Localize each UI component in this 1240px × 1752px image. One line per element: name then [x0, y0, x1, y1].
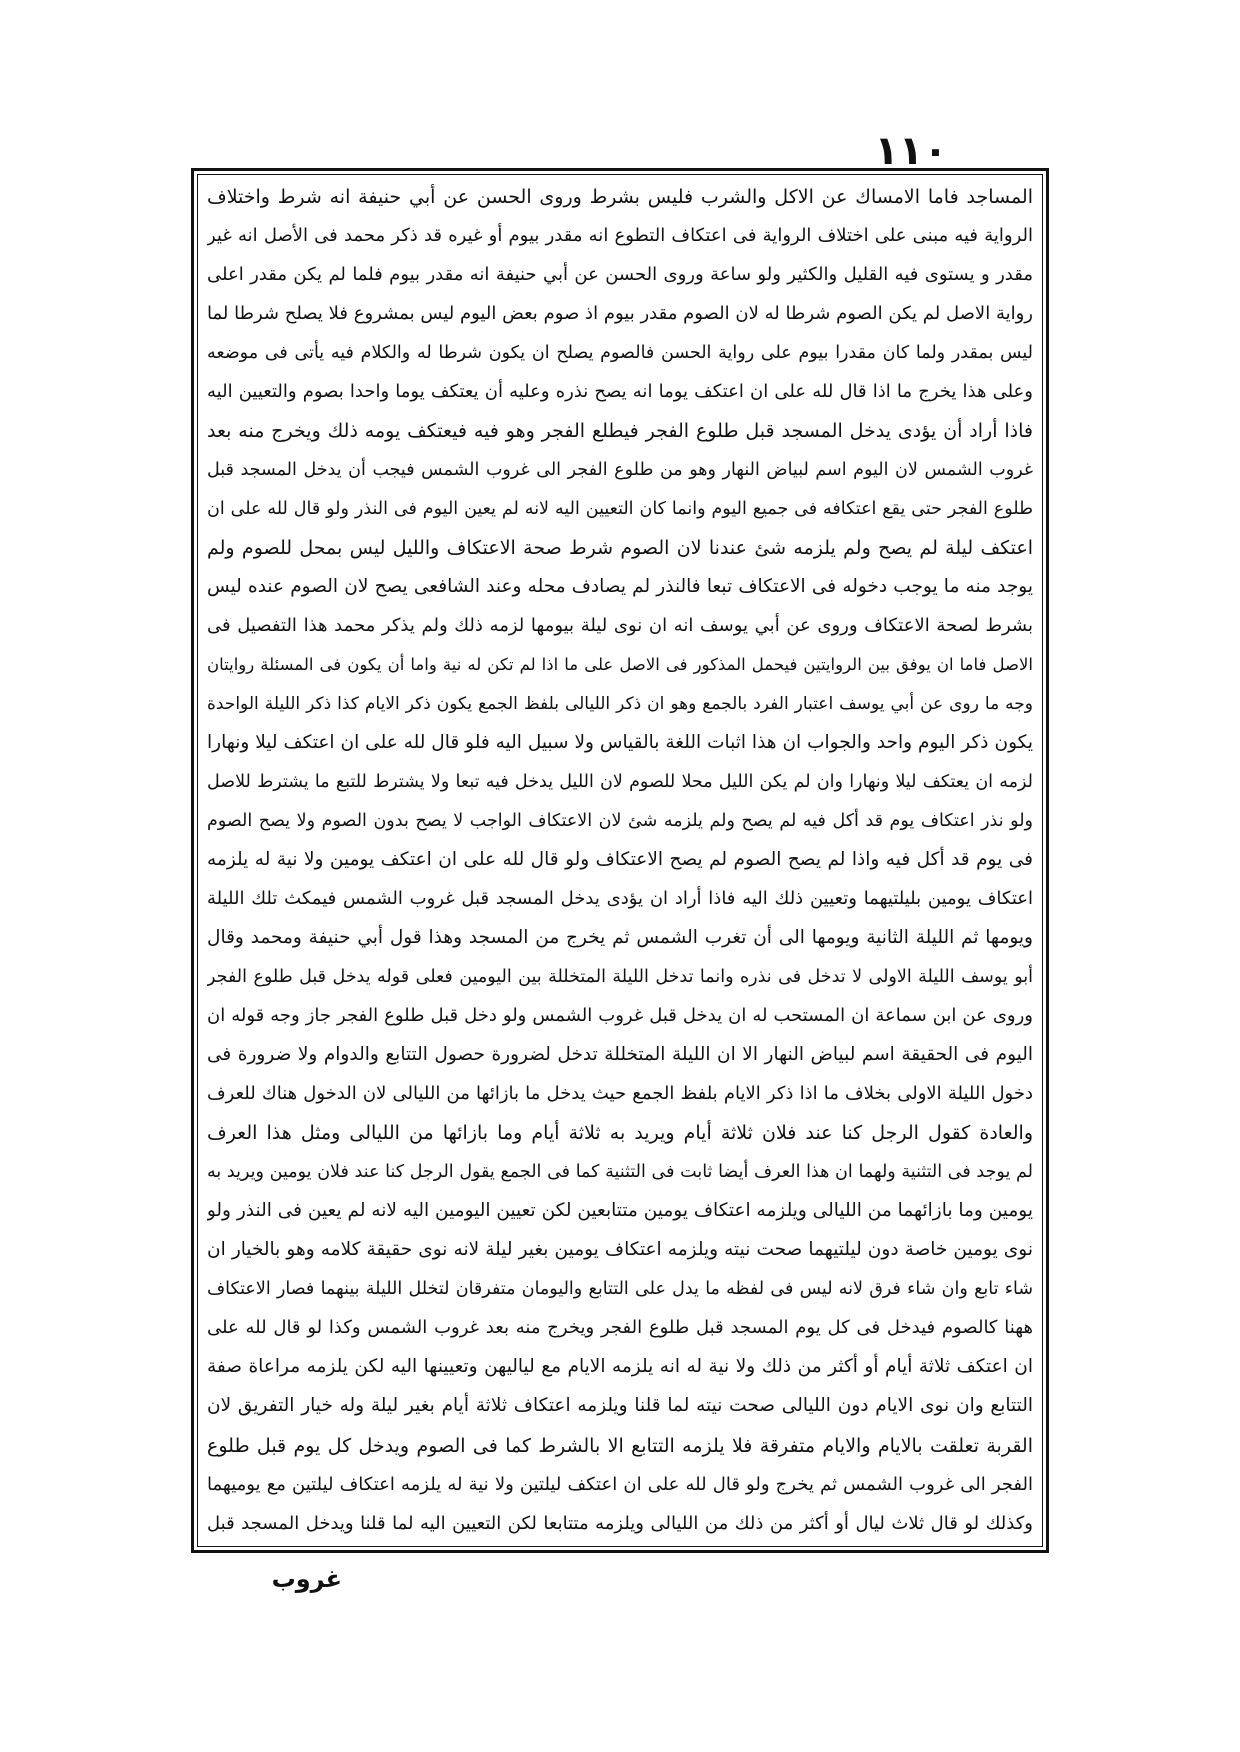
text-line: دخول الليلة الاولى بخلاف ما اذا ذكر الايام بلفظ الجمع حيث يدخل ما بازائها من الليالى لان الدخول هناك للعرف	[207, 1083, 1033, 1105]
text-line: القربة تعلقت بالايام والايام متفرقة فلا يلزمه التتابع الا بالشرط كما فى الصوم ويدخل كل يوم قبل طلوع	[207, 1434, 1033, 1457]
text-line: مقدر و يستوى فيه القليل والكثير ولو ساعة وروى الحسن عن أبي حنيفة انه مقدر بيوم فلما لم يكن مقدر اعلى	[207, 264, 1033, 286]
text-line: ههنا كالصوم فيدخل فى كل يوم المسجد قبل طلوع الفجر ويخرج منه بعد غروب الشمس وكذا لو قال لله على	[207, 1317, 1033, 1339]
text-line: فاذا أراد أن يؤدى يدخل المسجد قبل طلوع الفجر فيطلع الفجر وهو فيه فيعتكف يومه ذلك ويخرج منه بعد	[207, 420, 1033, 443]
text-line: اليوم فى الحقيقة اسم لبياض النهار الا ان الليلة المتخللة تدخل لضرورة حصول التتابع والدوام ولا ضرورة فى	[207, 1044, 1033, 1066]
page-number: ١١٠	[874, 128, 948, 174]
text-line: الرواية فيه مبنى على اختلاف الرواية فى اعتكاف التطوع انه مقدر بيوم أو غيره قد ذكر محمد فى الأصل انه غير	[207, 225, 1033, 247]
text-line: وروى عن ابن سماعة ان المستحب له ان يدخل قبل غروب الشمس ولو دخل قبل طلوع الفجر جاز وجه قوله ان	[207, 1005, 1033, 1027]
text-line: اعتكاف يومين بليلتيهما وتعيين ذلك اليه فاذا أراد ان يؤدى يدخل المسجد قبل غروب الشمس فيمكث تلك الليلة	[207, 888, 1033, 910]
text-line: الفجر الى غروب الشمس ثم يخرج ولو قال لله على ان اعتكف ليلتين ولا نية له يلزمه اعتكاف ليلتين مع يوميهما	[207, 1473, 1033, 1495]
text-line: بشرط لصحة الاعتكاف وروى عن أبي يوسف انه ان نوى ليلة بيومها لزمه ذلك ولم يذكر محمد هذا التفصيل فى	[207, 615, 1033, 637]
text-line: لم يوجد فى التثنية ولهما ان هذا العرف أيضا ثابت فى التثنية كما فى الجمع يقول الرجل كنا عند فلان يومين ويريد به	[207, 1162, 1033, 1183]
catchword: غروب	[271, 1565, 342, 1593]
text-line: يومين وما بازائهما من الليالى ويلزمه اعتكاف يومين متتابعين لكن تعيين اليومين اليه لانه لم يعين فى النذر ولو	[207, 1200, 1033, 1222]
text-line: المساجد فاما الامساك عن الاكل والشرب فليس بشرط وروى الحسن عن أبي حنيفة انه شرط واختلاف	[207, 186, 1033, 208]
text-line: رواية الاصل لم يكن الصوم شرطا له لان الصوم مقدر بيوم اذ صوم بعض اليوم ليس بمشروع فلا يصلح شرطا لما	[207, 303, 1033, 325]
text-line: طلوع الفجر حتى يقع اعتكافه فى جميع اليوم وانما كان التعيين اليه لانه لم يعين اليوم فى النذر ولو قال لله على ان	[207, 499, 1033, 520]
text-line: لزمه ان يعتكف ليلا ونهارا وان لم يكن الليل محلا للصوم لان الليل يدخل فيه تبعا ولا يشترط للتبع ما يشترط للاصل	[207, 772, 1033, 793]
text-line: يكون ذكر اليوم واحد والجواب ان هذا اثبات اللغة بالقياس ولا سبيل اليه فلو قال لله على ان اعتكف ليلا ونهارا	[207, 732, 1033, 754]
text-line: ولو نذر اعتكاف يوم قد أكل فيه لم يصح ولم يلزمه شئ لان الاعتكاف الواجب لا يصح بدون الصوم ولا يصح الصوم	[207, 811, 1033, 832]
text-line: ليس بمقدر ولما كان مقدرا بيوم على رواية الحسن فالصوم يصلح ان يكون شرطا له والكلام فيه يأتى فى موضعه	[207, 343, 1033, 364]
text-line: التتابع وان نوى الايام دون الليالى صحت نيته لما قلنا ويلزمه اعتكاف ثلاثة أيام بغير ليلة وله خيار التفريق لان	[207, 1395, 1033, 1417]
text-line: ان اعتكف ثلاثة أيام أو أكثر من ذلك ولا نية له انه يلزمه الايام مع لياليهن وتعيينها اليه لكن يلزمه مراعاة صفة	[207, 1356, 1033, 1378]
text-line: والعادة كقول الرجل كنا عند فلان ثلاثة أيام ويريد به ثلاثة أيام وما بازائها من الليالى ومثل هذا العرف	[207, 1122, 1033, 1145]
text-line: نوى يومين خاصة دون ليلتيهما صحت نيته ويلزمه اعتكاف يومين بغير ليلة لانه نوى حقيقة كلامه وهو بالخيار ان	[207, 1239, 1033, 1261]
text-line: وكذلك لو قال ثلاث ليال أو أكثر من ذلك من الليالى ويلزمه متتابعا لكن التعيين اليه لما قلنا ويدخل المسجد قبل	[207, 1512, 1033, 1534]
text-line: اعتكف ليلة لم يصح ولم يلزمه شئ عندنا لان الصوم شرط صحة الاعتكاف والليل ليس بمحل للصوم ولم	[207, 537, 1033, 560]
text-line: ويومها ثم الليلة الثانية ويومها الى أن تغرب الشمس ثم يخرج من المسجد وهذا قول أبي حنيفة ومحمد وقال	[207, 927, 1033, 949]
text-line: فى يوم قد أكل فيه واذا لم يصح الصوم لم يصح الاعتكاف ولو قال لله على ان اعتكف يومين ولا نية له يلزمه	[207, 849, 1033, 871]
text-line: الاصل فاما ان يوفق بين الروايتين فيحمل المذكور فى الاصل على ما اذا لم تكن له نية واما أن يكون فى المسئلة روايتان	[207, 655, 1033, 675]
text-line: وجه ما روى عن أبي يوسف اعتبار الفرد بالجمع وهو ان ذكر الليالى بلفظ الجمع يكون ذكر الايام كذا ذكر الليلة الواحدة	[207, 694, 1033, 715]
text-line: شاء تابع وان شاء فرق لانه ليس فى لفظه ما يدل على التتابع واليومان متفرقان لتخلل الليلة بينهما فصار الاعتكاف	[207, 1279, 1033, 1300]
text-body	[207, 178, 1033, 1543]
text-line: أبو يوسف الليلة الاولى لا تدخل فى نذره وانما تدخل الليلة المتخللة بين اليومين فعلى قوله يدخل قبل طلوع الفجر	[207, 967, 1033, 988]
text-line: يوجد منه ما يوجب دخوله فى الاعتكاف تبعا فالنذر لم يصادف محله وعند الشافعى يصح لان الصوم عنده ليس	[207, 576, 1033, 598]
text-line: غروب الشمس لان اليوم اسم لبياض النهار وهو من طلوع الفجر الى غروب الشمس فيجب أن يدخل المسجد قبل	[207, 460, 1033, 481]
text-line: وعلى هذا يخرج ما اذا قال لله على ان اعتكف يوما انه يصح نذره وعليه أن يعتكف يوما واحدا بصوم والتعيين اليه	[207, 381, 1033, 403]
